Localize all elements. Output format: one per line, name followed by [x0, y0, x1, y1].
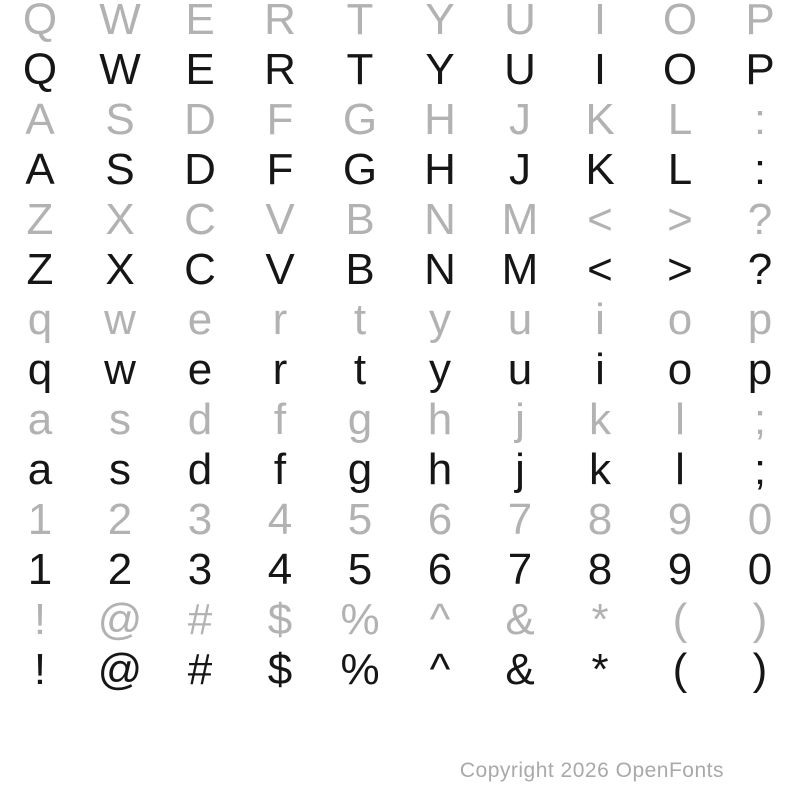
glyph-cell: ( [672, 595, 688, 644]
glyph-cell: t [353, 345, 367, 394]
glyph-cell: f [273, 395, 287, 444]
glyph-cell: d [187, 445, 213, 494]
glyph-cell: A [25, 145, 55, 194]
glyph-cell: @ [97, 595, 143, 644]
glyph-cell: g [347, 445, 373, 494]
glyph-cell: W [99, 45, 141, 94]
glyph-cell: j [515, 395, 525, 444]
glyph-cell: > [667, 195, 693, 244]
glyph-cell: : [753, 95, 767, 144]
glyph-row [0, 295, 800, 345]
glyph-cell: C [184, 245, 216, 294]
glyph-cell: u [507, 295, 533, 344]
glyph-cell: % [340, 595, 380, 644]
glyph-cell: & [505, 645, 535, 694]
glyph-cell: i [595, 295, 605, 344]
glyph-cell: < [587, 195, 613, 244]
glyph-row [0, 95, 800, 145]
glyph-cell: # [187, 645, 213, 694]
glyph-row [0, 645, 800, 695]
glyph-cell: p [747, 345, 773, 394]
glyph-cell: 3 [187, 545, 213, 594]
glyph-cell: # [187, 595, 213, 644]
glyph-cell: k [589, 445, 611, 494]
glyph-cell: 6 [427, 545, 453, 594]
glyph-row [0, 345, 800, 395]
glyph-cell: R [264, 45, 296, 94]
glyph-cell: d [187, 395, 213, 444]
glyph-cell: N [424, 195, 456, 244]
glyph-cell: ^ [429, 645, 451, 694]
glyph-cell: ) [752, 595, 768, 644]
glyph-cell: 2 [107, 495, 133, 544]
glyph-cell: h [427, 445, 453, 494]
glyph-cell: F [266, 145, 294, 194]
glyph-cell: ? [747, 195, 773, 244]
glyph-cell: ( [672, 645, 688, 694]
glyph-cell: M [501, 195, 539, 244]
glyph-cell: P [745, 45, 775, 94]
glyph-cell: G [342, 95, 378, 144]
glyph-cell: g [347, 395, 373, 444]
glyph-cell: U [504, 45, 536, 94]
glyph-cell: E [185, 0, 215, 44]
glyph-cell: 8 [587, 545, 613, 594]
glyph-row [0, 195, 800, 245]
glyph-cell: P [745, 0, 775, 44]
glyph-cell: A [25, 95, 55, 144]
glyph-cell: V [265, 245, 295, 294]
glyph-cell: f [273, 445, 287, 494]
glyph-cell: r [272, 345, 288, 394]
glyph-cell: ^ [429, 595, 451, 644]
glyph-cell: D [184, 145, 216, 194]
glyph-cell: Q [22, 0, 58, 44]
glyph-cell: l [675, 445, 685, 494]
glyph-cell: l [675, 395, 685, 444]
glyph-row [0, 395, 800, 445]
glyph-cell: * [591, 595, 609, 644]
glyph-cell: p [747, 295, 773, 344]
glyph-cell: i [595, 345, 605, 394]
glyph-cell: 4 [267, 545, 293, 594]
glyph-cell: 3 [187, 495, 213, 544]
glyph-cell: W [99, 0, 141, 44]
glyph-cell: $ [267, 595, 293, 644]
glyph-cell: E [185, 45, 215, 94]
glyph-cell: T [346, 45, 374, 94]
glyph-row [0, 45, 800, 95]
glyph-cell: 0 [747, 545, 773, 594]
glyph-cell: q [27, 295, 53, 344]
glyph-cell: 0 [747, 495, 773, 544]
glyph-cell: j [515, 445, 525, 494]
glyph-row [0, 0, 800, 45]
glyph-cell: 9 [667, 545, 693, 594]
glyph-cell: y [429, 345, 451, 394]
glyph-cell: 1 [27, 545, 53, 594]
glyph-cell: M [501, 245, 539, 294]
glyph-cell: 2 [107, 545, 133, 594]
glyph-cell: X [105, 245, 135, 294]
glyph-cell: I [593, 0, 607, 44]
glyph-cell: u [507, 345, 533, 394]
glyph-cell: 1 [27, 495, 53, 544]
glyph-cell: t [353, 295, 367, 344]
glyph-cell: h [427, 395, 453, 444]
glyph-cell: B [345, 195, 375, 244]
glyph-cell: X [105, 195, 135, 244]
glyph-cell: H [424, 95, 456, 144]
glyph-cell: @ [97, 645, 143, 694]
glyph-cell: O [662, 45, 698, 94]
glyph-row [0, 595, 800, 645]
glyph-cell: a [27, 395, 53, 444]
glyph-cell: a [27, 445, 53, 494]
glyph-cell: R [264, 0, 296, 44]
glyph-cell: ? [747, 245, 773, 294]
glyph-cell: K [585, 95, 615, 144]
glyph-row [0, 445, 800, 495]
glyph-cell: Y [425, 45, 455, 94]
glyph-cell: U [504, 0, 536, 44]
glyph-cell: > [667, 245, 693, 294]
glyph-cell: w [104, 345, 136, 394]
glyph-cell: Z [26, 245, 54, 294]
glyph-cell: o [667, 295, 693, 344]
glyph-cell: * [591, 645, 609, 694]
glyph-cell: $ [267, 645, 293, 694]
glyph-row [0, 495, 800, 545]
glyph-cell: 8 [587, 495, 613, 544]
glyph-cell: o [667, 345, 693, 394]
glyph-cell: w [104, 295, 136, 344]
glyph-cell: K [585, 145, 615, 194]
glyph-cell: Z [26, 195, 54, 244]
glyph-cell: 5 [347, 545, 373, 594]
glyph-cell: s [109, 395, 131, 444]
glyph-cell: k [589, 395, 611, 444]
glyph-cell: H [424, 145, 456, 194]
glyph-cell: ; [753, 445, 767, 494]
glyph-cell: ! [33, 645, 47, 694]
glyph-cell: Q [22, 45, 58, 94]
glyph-cell: 7 [507, 545, 533, 594]
glyph-cell: 5 [347, 495, 373, 544]
glyph-cell: q [27, 345, 53, 394]
glyph-cell: J [509, 95, 531, 144]
glyph-cell: F [266, 95, 294, 144]
glyph-row [0, 545, 800, 595]
copyright-text: Copyright 2026 OpenFonts [459, 759, 724, 782]
glyph-cell: 6 [427, 495, 453, 544]
glyph-cell: B [345, 245, 375, 294]
glyph-cell: S [105, 145, 135, 194]
glyph-row [0, 145, 800, 195]
glyph-cell: L [667, 95, 693, 144]
glyph-cell: % [340, 645, 380, 694]
glyph-cell: G [342, 145, 378, 194]
glyph-cell: I [593, 45, 607, 94]
glyph-cell: r [272, 295, 288, 344]
glyph-cell: S [105, 95, 135, 144]
glyph-cell: ) [752, 645, 768, 694]
glyph-cell: N [424, 245, 456, 294]
glyph-cell: e [187, 295, 213, 344]
glyph-cell: J [509, 145, 531, 194]
glyph-cell: e [187, 345, 213, 394]
glyph-cell: C [184, 195, 216, 244]
glyph-cell: ! [33, 595, 47, 644]
glyph-cell: 4 [267, 495, 293, 544]
glyph-row [0, 245, 800, 295]
glyph-cell: ; [753, 395, 767, 444]
glyph-cell: D [184, 95, 216, 144]
glyph-cell: Y [425, 0, 455, 44]
glyph-cell: 7 [507, 495, 533, 544]
glyph-cell: : [753, 145, 767, 194]
glyph-cell: 9 [667, 495, 693, 544]
glyph-cell: O [662, 0, 698, 44]
glyph-cell: y [429, 295, 451, 344]
glyph-cell: s [109, 445, 131, 494]
glyph-cell: & [505, 595, 535, 644]
glyph-cell: T [346, 0, 374, 44]
glyph-cell: V [265, 195, 295, 244]
glyph-cell: < [587, 245, 613, 294]
glyph-cell: L [667, 145, 693, 194]
